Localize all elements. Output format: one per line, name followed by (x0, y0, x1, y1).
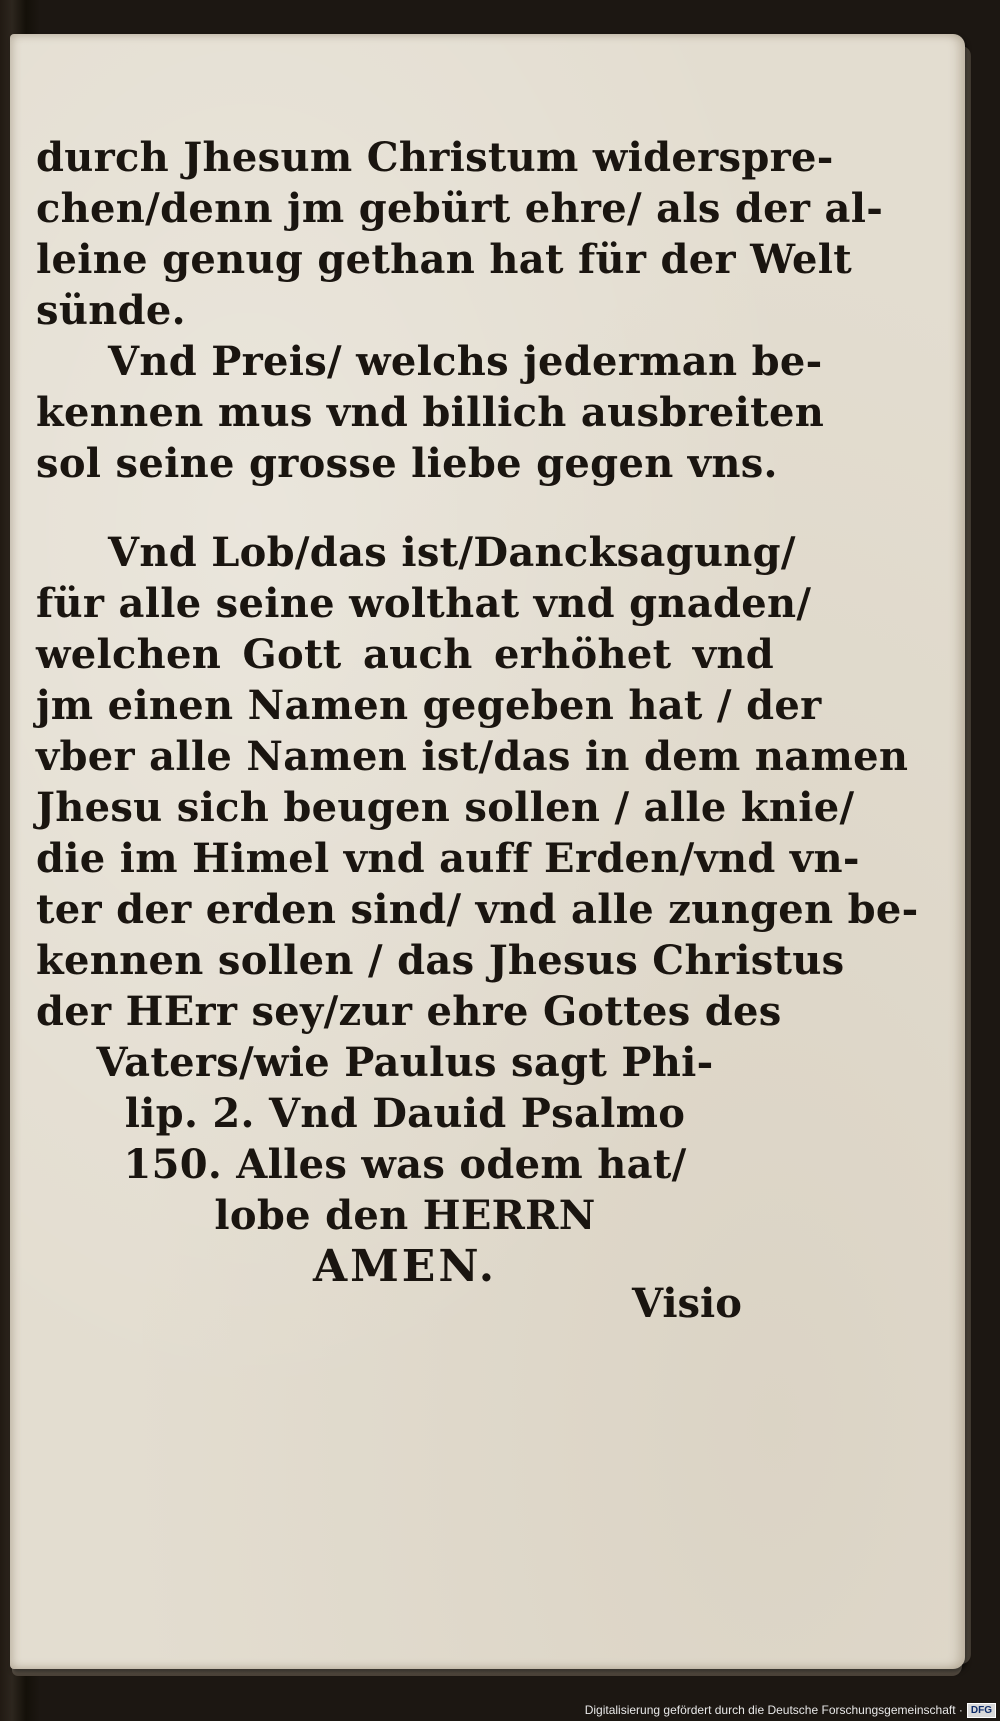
text-line: ter der erden sind/ vnd alle zungen be- (36, 886, 919, 933)
closing-amen: AMEN. (312, 1241, 498, 1292)
text-line: lip. 2. Vnd Dauid Psalmo (124, 1090, 686, 1137)
text-line: lobe den HERRN (214, 1192, 596, 1239)
text-line: kennen sollen / das Jhesus Christus (36, 937, 845, 984)
text-line: leine genug gethan hat für der Welt (36, 236, 853, 283)
text-line: durch Jhesum Christum widerspre- (36, 134, 834, 181)
dfg-logo: DFG (967, 1703, 996, 1718)
footer-credit: Digitalisierung gefördert durch die Deutsche Forschungsgemeinschaft · (584, 1703, 963, 1717)
paragraph-gap (36, 489, 774, 527)
text-line: kennen mus vnd billich ausbreiten (36, 389, 825, 436)
text-line: 150. Alles was odem hat/ (123, 1141, 687, 1188)
text-line: Vaters/wie Paulus sagt Phi- (96, 1039, 714, 1086)
text-line: Vnd Preis/ welchs jederman be- (108, 338, 823, 385)
text-line: für alle seine wolthat vnd gnaden/ (36, 580, 812, 627)
text-line: welchen Gott auch erhöhet vnd (36, 631, 774, 678)
text-line: sünde. (36, 287, 186, 334)
text-line: die im Himel vnd auff Erden/vnd vn- (36, 835, 860, 882)
catchword: Visio (632, 1280, 742, 1327)
text-line: jm einen Namen gegeben hat / der (36, 682, 822, 729)
text-line: chen/denn jm gebürt ehre/ als der al- (36, 185, 884, 232)
text-line: Jhesu sich beugen sollen / alle knie/ (36, 784, 855, 831)
page-text (36, 132, 919, 1292)
text-line: der HErr sey/zur ehre Gottes des (36, 988, 782, 1035)
digitization-footer (585, 1701, 996, 1719)
text-line: vber alle Namen ist/das in dem namen (36, 733, 909, 780)
text-line: Vnd Lob/das ist/Dancksagung/ (108, 529, 796, 576)
text-line: sol seine grosse liebe gegen vns. (36, 440, 778, 487)
